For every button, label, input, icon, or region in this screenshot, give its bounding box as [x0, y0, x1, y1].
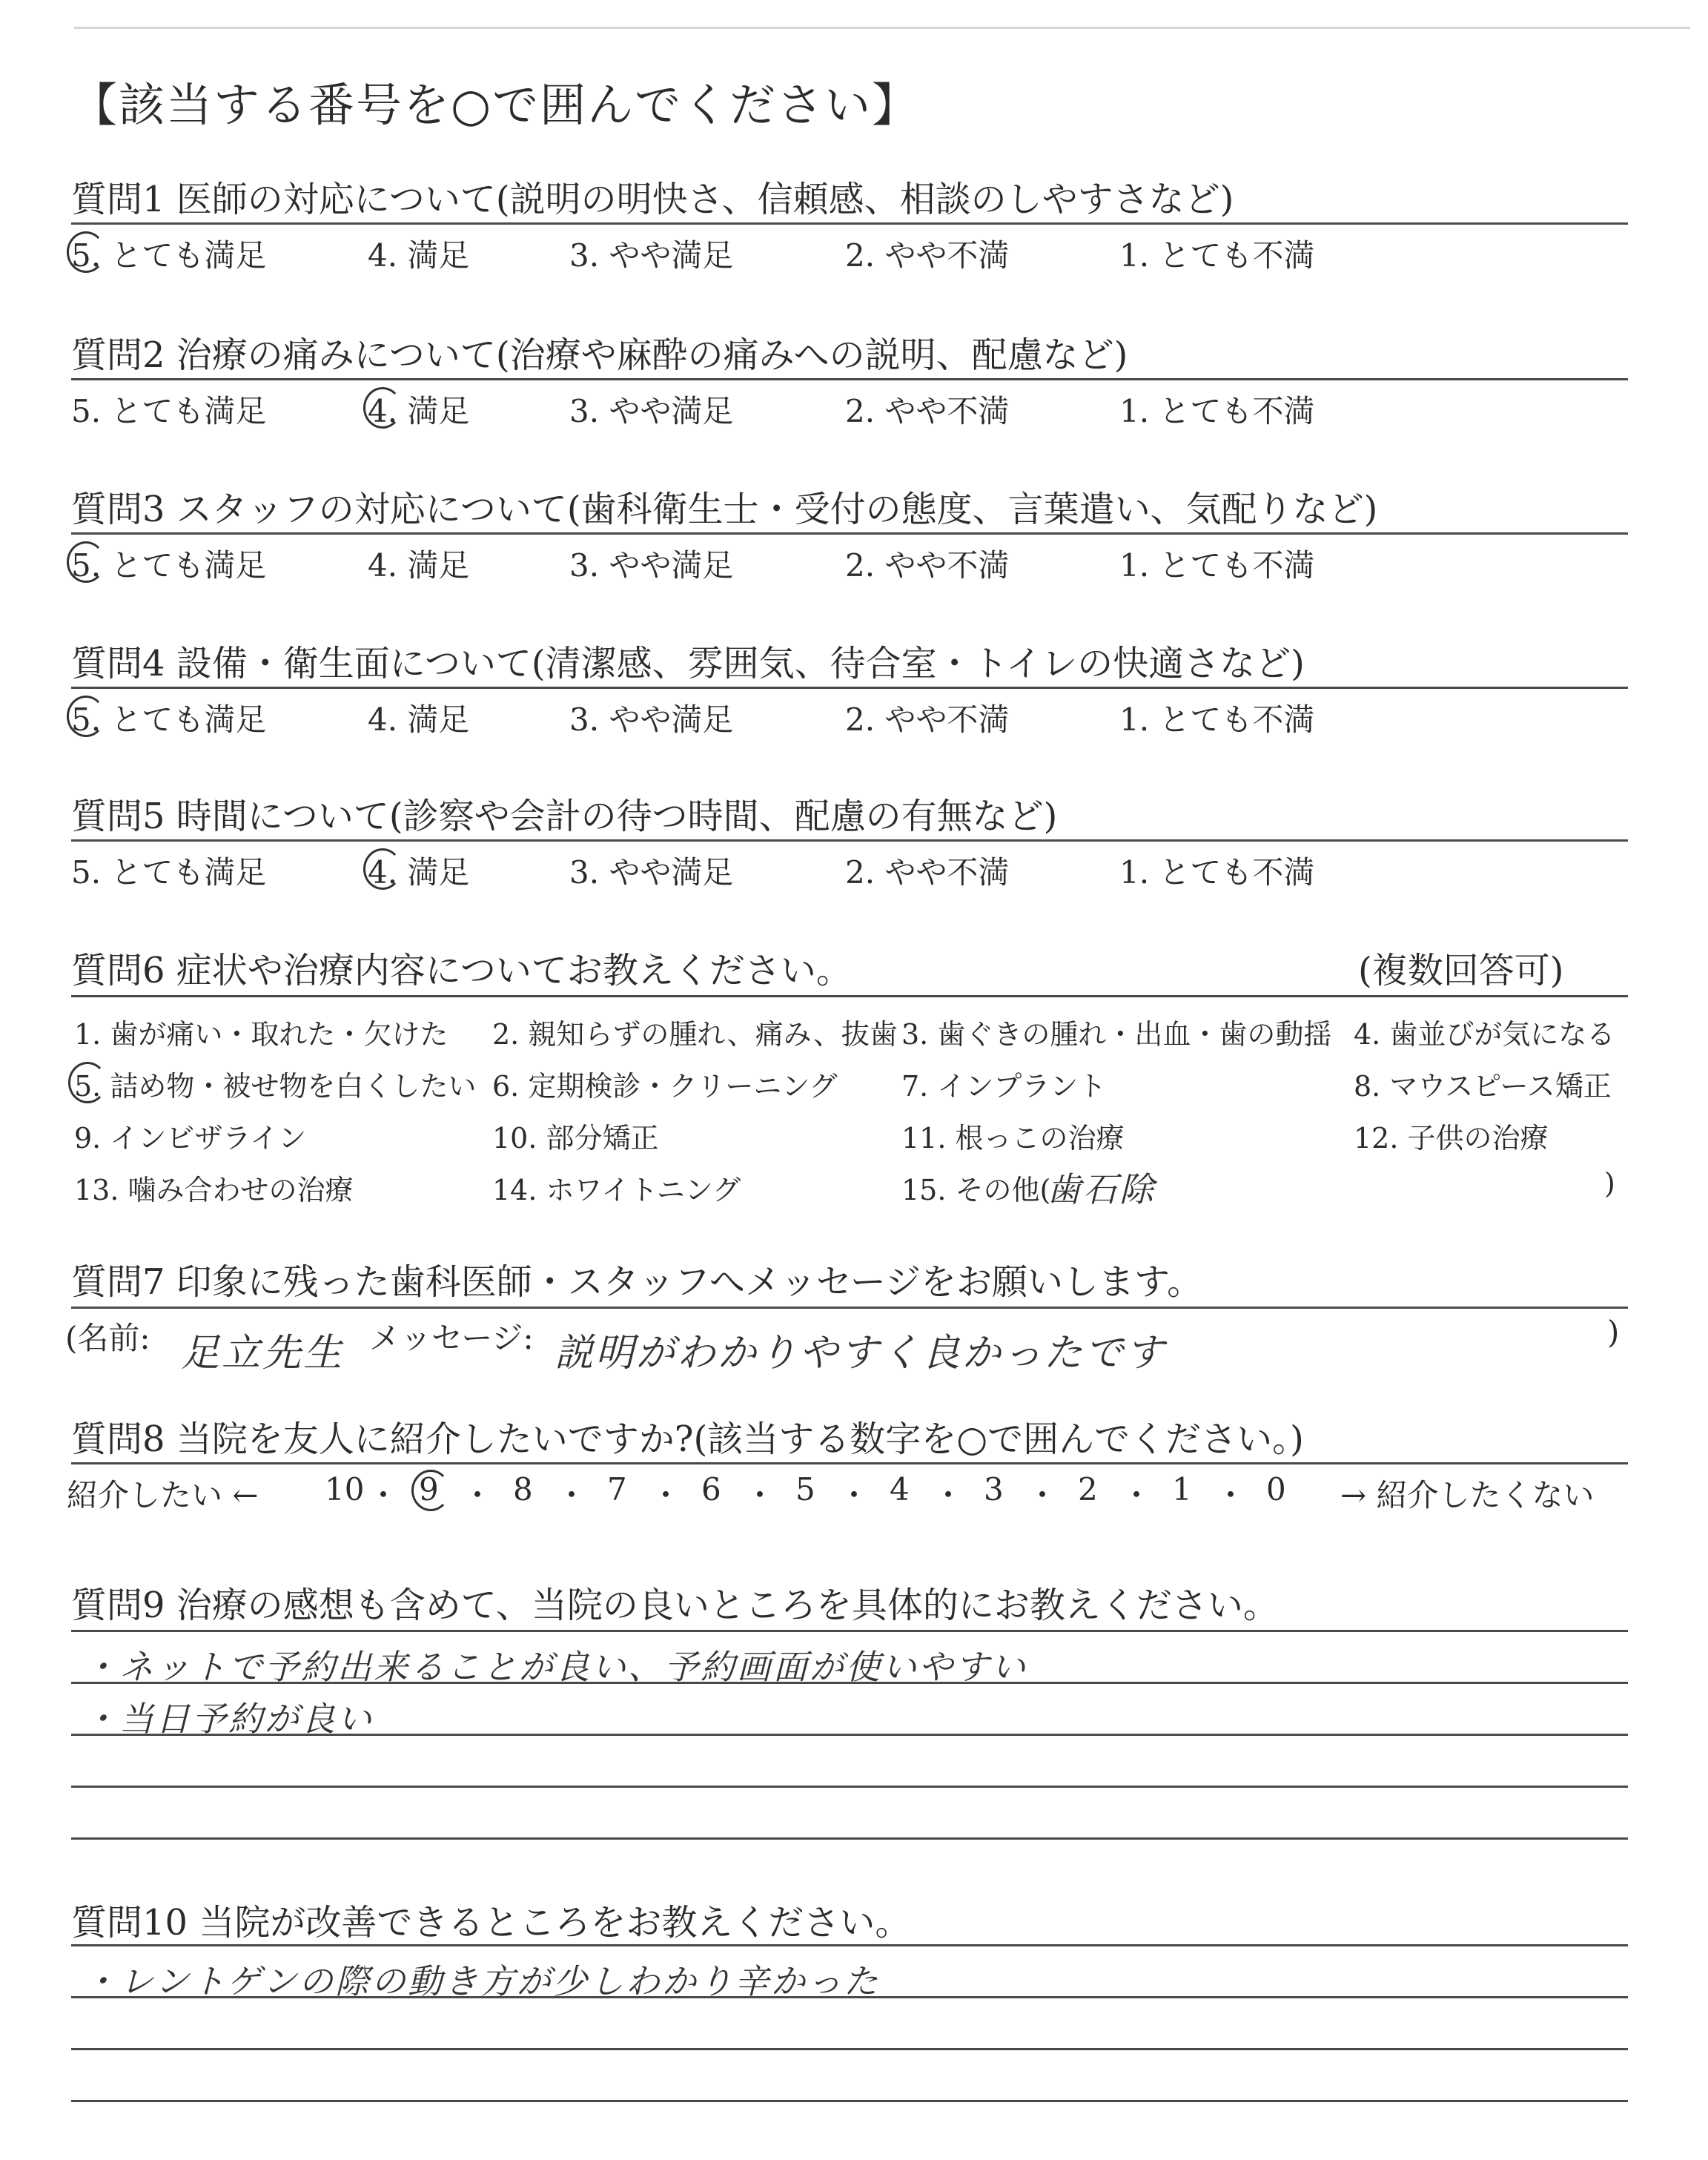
- q6-option-8[interactable]: 8. マウスピース矯正: [1354, 1070, 1612, 1103]
- q7-message-value: 説明がわかりやすく良かったです: [555, 1331, 1167, 1375]
- question-3-option-5[interactable]: 5. とても満足: [71, 547, 267, 584]
- q6-option-13[interactable]: 13. 噛み合わせの治療: [74, 1174, 354, 1206]
- question-2-rule: [71, 378, 1628, 380]
- q6-option-5[interactable]: 5. 詰め物・被せ物を白くしたい: [74, 1070, 477, 1103]
- q8-scale-value-7[interactable]: 7: [607, 1471, 627, 1507]
- question-4-title: 質問4 設備・衛生面について(清潔感、雰囲気、待合室・トイレの快適さなど): [71, 643, 1305, 684]
- question-3-option-3[interactable]: 3. やや満足: [569, 547, 734, 584]
- question-1-option-3[interactable]: 3. やや満足: [569, 237, 734, 274]
- q8-scale-value-3[interactable]: 3: [984, 1471, 1004, 1507]
- question-3-option-2[interactable]: 2. やや不満: [845, 547, 1010, 584]
- question-5-option-1[interactable]: 1. とても不満: [1119, 854, 1315, 891]
- q8-scale-value-1[interactable]: 1: [1172, 1471, 1192, 1507]
- question-3-rule: [71, 532, 1628, 535]
- q6-option-1[interactable]: 1. 歯が痛い・取れた・欠けた: [74, 1018, 448, 1051]
- selection-circle-mark: [363, 387, 402, 429]
- question-5-title: 質問5 時間について(診察や会計の待つ時間、配慮の有無など): [71, 796, 1058, 837]
- q8-scale-separator: ・: [744, 1477, 776, 1513]
- question-5-rule: [71, 839, 1628, 842]
- question-2-title: 質問2 治療の痛みについて(治療や麻酔の痛みへの説明、配慮など): [71, 334, 1128, 376]
- q6-option-10[interactable]: 10. 部分矯正: [492, 1122, 659, 1155]
- q8-scale-value-0[interactable]: 0: [1266, 1471, 1286, 1507]
- q6-option-11[interactable]: 11. 根っこの治療: [901, 1122, 1125, 1155]
- q10-title: 質問10 当院が改善できるところをお教えください。: [71, 1902, 911, 1943]
- q6-option-9[interactable]: 9. インビザライン: [74, 1122, 307, 1155]
- q8-scale-separator: ・: [933, 1477, 964, 1513]
- question-2-option-5[interactable]: 5. とても満足: [71, 393, 267, 429]
- question-2-option-4[interactable]: 4. 満足: [368, 393, 470, 429]
- selection-circle-mark: [363, 848, 402, 890]
- q6-other-close-paren: ): [1604, 1167, 1615, 1200]
- q8-scale-separator: ・: [1215, 1477, 1247, 1513]
- q8-scale-separator: ・: [1027, 1477, 1059, 1513]
- q6-option-12[interactable]: 12. 子供の治療: [1354, 1122, 1549, 1155]
- selection-circle-mark: [67, 231, 105, 273]
- q8-scale-separator: ・: [838, 1477, 870, 1513]
- q9-rule-4: [71, 1786, 1628, 1788]
- q6-option-2[interactable]: 2. 親知らずの腫れ、痛み、抜歯: [492, 1018, 898, 1051]
- q8-scale-separator: ・: [462, 1477, 494, 1513]
- q10-answer-line-1: ・レントゲンの際の動き方が少しわかり辛かった: [83, 1961, 881, 2001]
- q6-option-6[interactable]: 6. 定期検診・クリーニング: [492, 1070, 838, 1103]
- q8-right-label: → 紹介したくない: [1340, 1477, 1595, 1513]
- q8-rule: [71, 1462, 1628, 1464]
- q8-scale-value-10[interactable]: 10: [325, 1471, 365, 1507]
- question-4-option-2[interactable]: 2. やや不満: [845, 701, 1010, 738]
- question-2-option-3[interactable]: 3. やや満足: [569, 393, 734, 429]
- q6-other-text: 歯石除: [1047, 1169, 1156, 1209]
- q8-title: 質問8 当院を友人に紹介したいですか?(該当する数字を○で囲んでください。): [71, 1418, 1304, 1460]
- q6-option-4[interactable]: 4. 歯並びが気になる: [1354, 1018, 1615, 1051]
- page-title: 【該当する番号を○で囲んでください】: [71, 78, 920, 132]
- q6-note: (複数回答可): [1358, 950, 1564, 991]
- question-3-option-1[interactable]: 1. とても不満: [1119, 547, 1315, 584]
- question-1-title: 質問1 医師の対応について(説明の明快さ、信頼感、相談のしやすさなど): [71, 179, 1234, 220]
- question-4-option-1[interactable]: 1. とても不満: [1119, 701, 1315, 738]
- question-1-option-1[interactable]: 1. とても不満: [1119, 237, 1315, 274]
- q7-name-value: 足立先生: [181, 1331, 345, 1375]
- scan-edge-line: [74, 27, 1690, 29]
- question-3-title: 質問3 スタッフの対応について(歯科衛生士・受付の態度、言葉遣い、気配りなど): [71, 489, 1378, 530]
- q9-rule-1: [71, 1630, 1628, 1632]
- q8-scale-separator: ・: [368, 1477, 400, 1513]
- selection-circle-mark: [68, 1062, 107, 1103]
- q8-scale-separator: ・: [650, 1477, 682, 1513]
- q8-scale-value-6[interactable]: 6: [701, 1471, 721, 1507]
- q7-message-label: メッセージ:: [369, 1320, 534, 1356]
- q8-scale-value-8[interactable]: 8: [513, 1471, 533, 1507]
- q6-option-3[interactable]: 3. 歯ぐきの腫れ・出血・歯の動揺: [901, 1018, 1332, 1051]
- q8-scale-value-2[interactable]: 2: [1078, 1471, 1098, 1507]
- q7-close-paren: ): [1607, 1314, 1620, 1350]
- question-2-option-1[interactable]: 1. とても不満: [1119, 393, 1315, 429]
- q8-scale-separator: ・: [1121, 1477, 1153, 1513]
- q10-rule-4: [71, 2100, 1628, 2102]
- q6-rule: [71, 995, 1628, 997]
- question-2-option-2[interactable]: 2. やや不満: [845, 393, 1010, 429]
- q6-option-15[interactable]: 15. その他(: [901, 1174, 1051, 1206]
- selection-circle-mark: [411, 1470, 450, 1511]
- q7-rule: [71, 1307, 1628, 1309]
- question-5-option-2[interactable]: 2. やや不満: [845, 854, 1010, 891]
- question-4-rule: [71, 687, 1628, 689]
- question-4-option-3[interactable]: 3. やや満足: [569, 701, 734, 738]
- selection-circle-mark: [67, 696, 105, 737]
- q8-scale-value-9[interactable]: 9: [419, 1471, 439, 1507]
- q8-scale-value-4[interactable]: 4: [890, 1471, 910, 1507]
- question-1-rule: [71, 222, 1628, 225]
- question-5-option-3[interactable]: 3. やや満足: [569, 854, 734, 891]
- question-5-option-4[interactable]: 4. 満足: [368, 854, 470, 891]
- question-4-option-5[interactable]: 5. とても満足: [71, 701, 267, 738]
- question-1-option-4[interactable]: 4. 満足: [368, 237, 470, 274]
- q9-answer-line-1: ・ネットで予約出来ることが良い、予約画面が使いやすい: [83, 1647, 1027, 1687]
- q9-answer-line-2: ・当日予約が良い: [83, 1699, 374, 1739]
- q6-option-7[interactable]: 7. インプラント: [901, 1070, 1107, 1103]
- q8-scale-value-5[interactable]: 5: [795, 1471, 815, 1507]
- q8-scale-separator: ・: [556, 1477, 588, 1513]
- q8-left-label: 紹介したい ←: [67, 1477, 259, 1513]
- q10-rule-3: [71, 2048, 1628, 2050]
- question-1-option-2[interactable]: 2. やや不満: [845, 237, 1010, 274]
- q9-rule-5: [71, 1837, 1628, 1840]
- question-5-option-5[interactable]: 5. とても満足: [71, 854, 267, 891]
- question-3-option-4[interactable]: 4. 満足: [368, 547, 470, 584]
- q7-name-label: (名前:: [65, 1320, 150, 1356]
- question-4-option-4[interactable]: 4. 満足: [368, 701, 470, 738]
- q6-title: 質問6 症状や治療内容についてお教えください。: [71, 950, 852, 991]
- q7-title: 質問7 印象に残った歯科医師・スタッフへメッセージをお願いします。: [71, 1261, 1203, 1303]
- question-1-option-5[interactable]: 5. とても満足: [71, 237, 267, 274]
- q6-option-14[interactable]: 14. ホワイトニング: [492, 1174, 741, 1206]
- q10-rule-1: [71, 1944, 1628, 1946]
- q9-title: 質問9 治療の感想も含めて、当院の良いところを具体的にお教えください。: [71, 1585, 1279, 1626]
- selection-circle-mark: [67, 541, 105, 583]
